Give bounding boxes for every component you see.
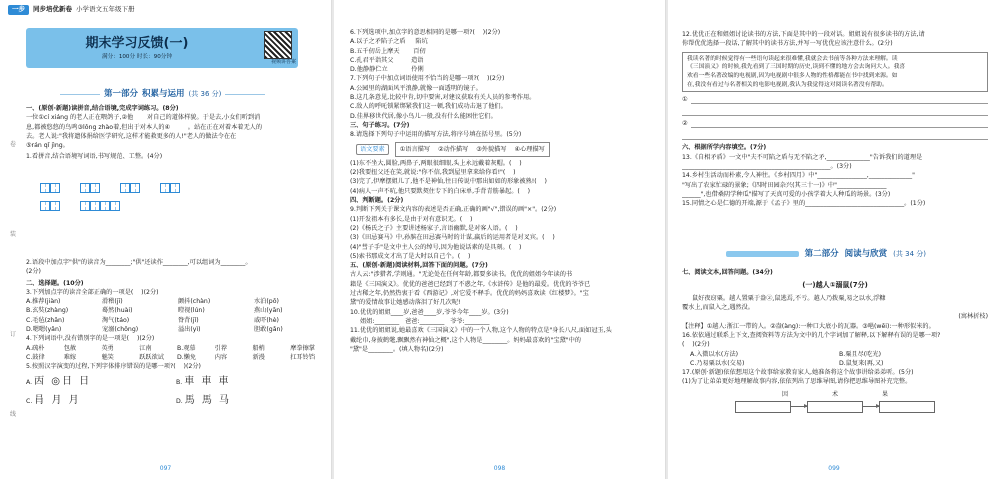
q3-options <box>26 297 326 334</box>
page-number: 099 <box>828 465 840 472</box>
q1-text-4: ⑤rán qǐ jìng。 <box>26 142 69 150</box>
answer-line[interactable] <box>682 131 988 140</box>
passage-line: 过古稀之年,仍然热衷于看《西游记》,对它爱不释手。优优的妈妈喜欢读《红楼梦》。"宝 <box>350 290 589 298</box>
answer-line[interactable] <box>682 107 988 116</box>
option-word: 燕山(yān) <box>254 307 283 315</box>
passage-line: 古人云:"涉猎者,学则通。"无论处在任何年龄,都要多读书。优优的姐姐今年读的书 <box>350 271 573 279</box>
flow-box-result[interactable] <box>879 401 935 413</box>
section-7-heading: 七、阅读文本,回答问题。(34分) <box>682 269 773 276</box>
option[interactable]: A.公园里的湖面风平浪静,就像一面透明的镜子。 <box>350 84 482 92</box>
q9-item-5: (5)索书那成文才出了是大时以自己个。( ) <box>350 252 471 260</box>
option[interactable]: C. <box>26 397 33 405</box>
flow-box-method[interactable] <box>807 401 863 413</box>
answer-marker: ① <box>682 96 688 104</box>
q17-text: 17.(原创·新题)依依想用这个故事给家教育家人,她准备将这个故事讲给弟弟听。(5分) <box>682 369 914 377</box>
mind-map <box>682 401 988 413</box>
q12-text: 12.优优正在和姐姐讨论读书的方法,下面是其中的一段对话。姐姐说有很多读书的方法,请 <box>682 31 925 38</box>
flow-labels <box>682 390 988 399</box>
q8-option-box <box>356 142 656 157</box>
glyph-row: 馬 馬 马 <box>184 394 232 406</box>
q14-text: 14.乡村生活动而朴素,令人神往。《乡村四月》中"________________,______________" <box>682 172 915 180</box>
option[interactable]: B.观慕 <box>177 344 196 352</box>
q4-options <box>26 344 326 363</box>
section-5-heading: 五、(原创·新题)阅读材料,回答下面的问题。(7分) <box>350 262 488 270</box>
spine-char-3: 订 <box>10 331 17 338</box>
option[interactable]: A.以子之矛陷子之盾 陷坑 <box>350 38 428 46</box>
page-header <box>8 4 135 16</box>
frame-line: 我读名著的时候觉得有一些语句读起来很难懂,我就会去书前等各种方法来理解。读 <box>687 55 898 62</box>
q8-opt-1: ①语言描写 <box>399 145 431 153</box>
char-cell[interactable] <box>40 183 50 193</box>
char-cell[interactable] <box>160 183 170 193</box>
q15-text: 15.同情之心是仁德的开端,源于《孟子》里的________________________________。(1分) <box>682 200 926 208</box>
q1-2-block <box>26 258 326 408</box>
q10-text: 10.优优的姐姐____岁,爸爸____岁,爷爷今年____岁。(3分) <box>350 308 509 316</box>
option-word: 滑稽(jī) <box>102 298 123 306</box>
q9-item-2: (2)《杨氏之子》主要讲述杨家子,言语幽默,是对客人语。( ) <box>350 224 518 232</box>
subject-name: 小学语文五年级下册 <box>76 5 135 14</box>
q5-text: 5.按照汉字演变的过程,下列字体排序错误的是哪一项?( )(2分) <box>26 363 201 371</box>
section-2-label: 第二部分 <box>804 249 839 259</box>
q8-tag: 语文要素 <box>356 144 389 155</box>
q11-text-2: 戴纶巾,身披鹤氅,飘飘然有神仙之概",这个人物是________。妈妈最喜欢的"宝黛"中的 <box>350 336 581 344</box>
q9-item-1: (1)开发祖本有多长,是由于对有意识无。( ) <box>350 215 473 223</box>
option-word: 脊背(jǐ) <box>178 316 199 324</box>
section-1-heading <box>60 88 265 101</box>
option-word: 引荐 <box>214 344 228 352</box>
q2-heading: 二、选择题。(10分) <box>26 279 84 287</box>
option[interactable]: A.疏朴 <box>26 344 45 352</box>
option-word: 宠溺(chǒng) <box>102 326 139 334</box>
flow-box-cause[interactable] <box>735 401 791 413</box>
q1-text-2: 息,都被悠悠的鸟鸣③lǒng zhào着,但出于对本人的④ 。站在正在对着本着无人的 <box>26 123 263 131</box>
option[interactable]: B. <box>176 378 183 386</box>
option[interactable]: C.乃易粟以水(交易) <box>690 359 745 367</box>
option-word: 魅笑 <box>101 353 114 361</box>
flow-label-cause: 因 <box>781 390 788 398</box>
q16-options <box>682 350 988 369</box>
char-cell[interactable] <box>120 183 130 193</box>
option-word: 扛耳铃铛 <box>290 353 315 361</box>
exam-title: 期末学习反馈(一) <box>85 36 189 51</box>
section-3-heading: 三、句子练习。(7分) <box>350 121 410 129</box>
frame-line: 《三国演义》的时候,我先看到了三国时期的历史,读到不懂的地方会去询问大人。我喜 <box>687 64 906 71</box>
q11-text: 11.优优的姐姐说,她最喜欢《三国演义》中的一个人物,这个人物的特点是"身长八尺,面如冠玉,头 <box>350 327 612 335</box>
char-cell[interactable] <box>80 201 90 211</box>
option[interactable]: A. <box>26 378 33 386</box>
option[interactable]: D.嗯嗯(yǎn) <box>26 326 62 334</box>
glyph-row: 車 車 車 <box>184 375 231 387</box>
section-1-title: 积累与运用 <box>142 89 185 99</box>
frame-line: 欢看一些名著改编的电视剧,因为电视剧中很多人物的性格都能在书中找到来源。如 <box>687 72 898 79</box>
option-word: 颤抖(chàn) <box>178 298 211 306</box>
q8-text: 8.请选择下列句子中运用的描写方法,将序号填在括号里。(5分) <box>350 131 522 139</box>
answer-line[interactable] <box>691 119 988 128</box>
option-word: 淘气(táo) <box>102 316 130 324</box>
page-098 <box>334 0 666 479</box>
q6-text: 6.下列选项中,加点字的意思相同的是哪一项?( )(2分) <box>350 29 501 36</box>
passage-line: 鼠好夜窃粟。越人置粟于盎②,鼠逃焉,不亏。越人乃拨粟,易之以水,浮糠 <box>692 294 886 302</box>
q1-sub-2-score: (2分) <box>26 268 41 276</box>
arrow-right-icon <box>791 406 807 407</box>
option[interactable]: D.鼠复来(再,又) <box>839 359 884 367</box>
q1-text-1: 一位①cí xiáng 的老人正在喂鸽子,②他 对自己的道体样貌。于是去,小女们听到消 <box>26 114 261 122</box>
q12-block <box>682 30 988 208</box>
glyph-row: 㐁 ◎日 日 <box>34 375 92 387</box>
option-word: 水泊(pō) <box>254 298 279 306</box>
option-word: 溢出(yì) <box>178 326 201 334</box>
series-name: 同步培优新卷 <box>33 5 72 14</box>
q3-text: 3.下列加点字的读音全部正确的一项是( )(2分) <box>26 288 159 296</box>
q8-opt-2: ②动作描写 <box>437 145 469 153</box>
header-tag: 一步 <box>8 5 29 15</box>
option[interactable]: A.推荐(jiàn) <box>26 298 61 306</box>
q6-q7-block <box>350 28 656 354</box>
option-word: 英勇 <box>101 344 114 352</box>
page-number: 097 <box>159 465 172 472</box>
option-word: 内容 <box>214 353 228 361</box>
section-4-heading: 四、判断题。(2分) <box>350 197 404 205</box>
option-word: 胆敢(gǎn) <box>254 326 283 334</box>
option[interactable]: D.懒免 <box>177 353 197 361</box>
q8-opt-3: ③外貌描写 <box>476 145 507 153</box>
spine-char-1: 卷 <box>10 141 17 148</box>
section-2-heading <box>726 248 926 261</box>
spine-char-4: 线 <box>10 411 17 418</box>
q8-item-1: (1)东不坐大,圆脸,两鼻子,两眼很细眼,头上永远戴着灰帽。( ) <box>350 159 522 167</box>
exam-meta: 满分：100分 时长：90分钟 <box>102 54 172 60</box>
option[interactable]: D.他静静伫立 伶俐 <box>350 66 424 74</box>
option[interactable]: B.这几条意见,比较中肯,切中要害,对建议获取有关人员的参考作用。 <box>350 94 536 102</box>
section-1-score: (共 36 分) <box>188 90 222 99</box>
passage-title: (一)越人①溺鼠(7分) <box>802 281 868 290</box>
q1-sub-2: 2.语段中加点字"供"的读音为________;"供"还读作________,可以组词为________。 <box>26 259 252 266</box>
option[interactable]: A.入微以水(方法) <box>690 350 739 358</box>
option-word: 新漫 <box>252 353 265 361</box>
q13-text: 13.《自相矛盾》一文中"夫不可陷之盾与无不陷之矛,______________"告诉我们的道理是 <box>682 153 923 161</box>
option-word: 摩拳擦掌 <box>290 344 315 352</box>
q9-item-4: (4)"彗子手"是文中主人公的绰号,因为他说话素的是具刻。( ) <box>350 243 522 251</box>
answer-row <box>682 95 988 107</box>
option-word: 包赦 <box>63 344 77 352</box>
pinyin-boxes <box>40 183 320 211</box>
flow-label-method: 术 <box>831 390 838 398</box>
section-1-label: 第一部分 <box>104 89 139 99</box>
option[interactable]: C.毛毡(zhān) <box>26 316 65 324</box>
char-cell[interactable] <box>50 183 60 193</box>
page-099 <box>668 0 1000 479</box>
q8-item-2: (2)我要扭父还在笑,就说:"你不信,我到屋里拿来给你看!"( ) <box>350 169 516 177</box>
option[interactable]: B.五千仞岳上摩天 百仞 <box>350 47 426 55</box>
q1-heading: 一、(原创·新题)读拼音,结合语境,完成字词练习。(8分) <box>26 105 179 112</box>
spine-char-2: 装 <box>10 231 17 238</box>
option[interactable]: D. <box>176 397 183 405</box>
option-word: 船梢 <box>252 344 265 352</box>
option-word: 蓦然(huài) <box>102 307 133 315</box>
section-6-heading: 六、根据所学内容填空。(7分) <box>682 144 767 152</box>
q8-item-3: (3)完了,伊摩摆姐儿了,他不是神仙,往日传说中那出如如的形象被熟!( ) <box>350 178 547 186</box>
passage-source: (寓林折枝) <box>958 313 988 321</box>
option-word: 跃跃欲试 <box>139 353 164 361</box>
answer-line[interactable] <box>691 95 988 104</box>
option[interactable]: C.鼓律 <box>26 353 45 361</box>
answer-row <box>682 119 988 131</box>
option-word: 戚吓(hè) <box>254 316 279 324</box>
q12-text-2: 你帮优优选择一段话,了解其中的读书方法,并写一写优优应该注意什么。(2分) <box>682 40 893 48</box>
option[interactable]: D.佳界移世代居,像小鸟儿一般,没有什么能困住它们。 <box>350 112 497 120</box>
q1-block <box>26 104 326 162</box>
q8-item-4: (4)病人一声不吭,他只要默契住专下的白床单,手背青筋暴起。( ) <box>350 187 531 195</box>
char-cell[interactable] <box>100 201 110 211</box>
q12-frame <box>682 52 988 93</box>
frame-line: 在,我没有看过与名著相关的电影电视剧,我认为我觉得这对阅读名著没有帮助。 <box>687 81 888 88</box>
q5-options <box>26 374 326 408</box>
q16-text-2: ( )(2分) <box>682 341 710 349</box>
char-cell[interactable] <box>90 201 100 211</box>
passage-notes: 【注释】①越人:浙江一带的人。②盎(àng):一种口大底小的瓦器。③嗈(wēi):一种形似米的。 <box>682 322 935 330</box>
char-cell[interactable] <box>80 183 90 193</box>
char-cell[interactable] <box>170 183 180 193</box>
answer-marker: ② <box>682 120 688 128</box>
q8-opt-4: ④心理描写 <box>514 145 545 153</box>
q7-text: 7.下列句子中加点词语使用不恰当的是哪一项?( )(2分) <box>350 75 505 83</box>
q4-text: 4.下列词语中,没有错别字的是一项是( )(2分) <box>26 335 155 343</box>
q14-text-3: ______",也借桑阴学种瓜"描写了天真可爱的小孩学着大人种瓜的场景。(3分) <box>682 190 891 198</box>
reading-block <box>682 268 988 413</box>
char-cell[interactable] <box>90 183 100 193</box>
q17-text-2: (1)为了让弟弟更好地理解故事内容,依依列出了思维导图,请你把思维导图补充完整。 <box>682 378 912 386</box>
qr-code-icon[interactable] <box>264 31 292 59</box>
q16-text: 16.依依通过联系上下文,查阅资料等方法为文中的几个字词加了解释,以下解释有误的是哪一项? <box>682 331 941 339</box>
q11-text-3: "黛"是________。(填人物名)(2分) <box>350 345 444 353</box>
arrow-right-icon <box>863 406 879 407</box>
page-number: 098 <box>493 465 506 472</box>
option[interactable]: B.粟且尽(吃光) <box>839 350 881 358</box>
q9-item-3: (3)《田忌赛马》中,孙膑在田忌赛马时的计谋,赢后的运用者是对叉宾。( ) <box>350 234 555 242</box>
option[interactable]: B.玄奘(zhàng) <box>26 307 69 315</box>
option-word: 瞪视(lún) <box>178 307 205 315</box>
section-2-score: (共 34 分) <box>893 250 926 259</box>
passage-line: 籍是《三国演义》。优优的爸爸已经到了不惑之年,《水浒传》是他的最爱。优优的爷爷已 <box>350 280 591 288</box>
option-word: 江南 <box>139 344 152 352</box>
q1-text-3: 去。老人说:"我将遗体捐给医学研究,这样才能救更多的人!"老人的做法令在在 <box>26 132 237 140</box>
char-cell[interactable] <box>40 201 50 211</box>
q1-sub-1: 1.看拼音,结合语境写词语,书写规范、工整。(4分) <box>26 153 163 161</box>
option-word: 难嫁 <box>63 353 77 361</box>
page-097 <box>0 0 332 479</box>
q9-text: 9.判断下列关于课文内容的表述是否正确,正确的画"√",错误的画"×"。(2分) <box>350 206 557 214</box>
char-cell[interactable] <box>130 183 140 193</box>
char-cell[interactable] <box>50 201 60 211</box>
passage-line: 黛"的爱情故事让她感动落泪了好几次呢! <box>350 299 461 307</box>
passage-line: 覆水上,而鼠入之,遇然没。 <box>682 304 754 312</box>
title-banner <box>26 28 298 68</box>
glyph-row: 肙 月 月 <box>34 394 81 406</box>
option[interactable]: C.孔君平诣其父 造诣 <box>350 56 424 64</box>
flow-label-result: 果 <box>882 390 889 398</box>
q10-fill[interactable]: 姐姐:________ 爸爸:________ 爷爷:________ <box>360 317 490 325</box>
option[interactable]: C.敌人的呼吒锁紧绑紧我们这一顿,我们成功击退了他们。 <box>350 103 507 111</box>
char-cell[interactable] <box>110 201 120 211</box>
q13-text-2: ________________________________________________。(3分) <box>682 162 852 170</box>
section-2-title: 阅读与欣赏 <box>844 249 888 259</box>
qr-label: 视频讲答案 <box>270 59 296 65</box>
q14-text-2: "写出了农家忙碌的景象;《四时田园杂兴(其三十一)》中"________________ <box>682 181 887 189</box>
